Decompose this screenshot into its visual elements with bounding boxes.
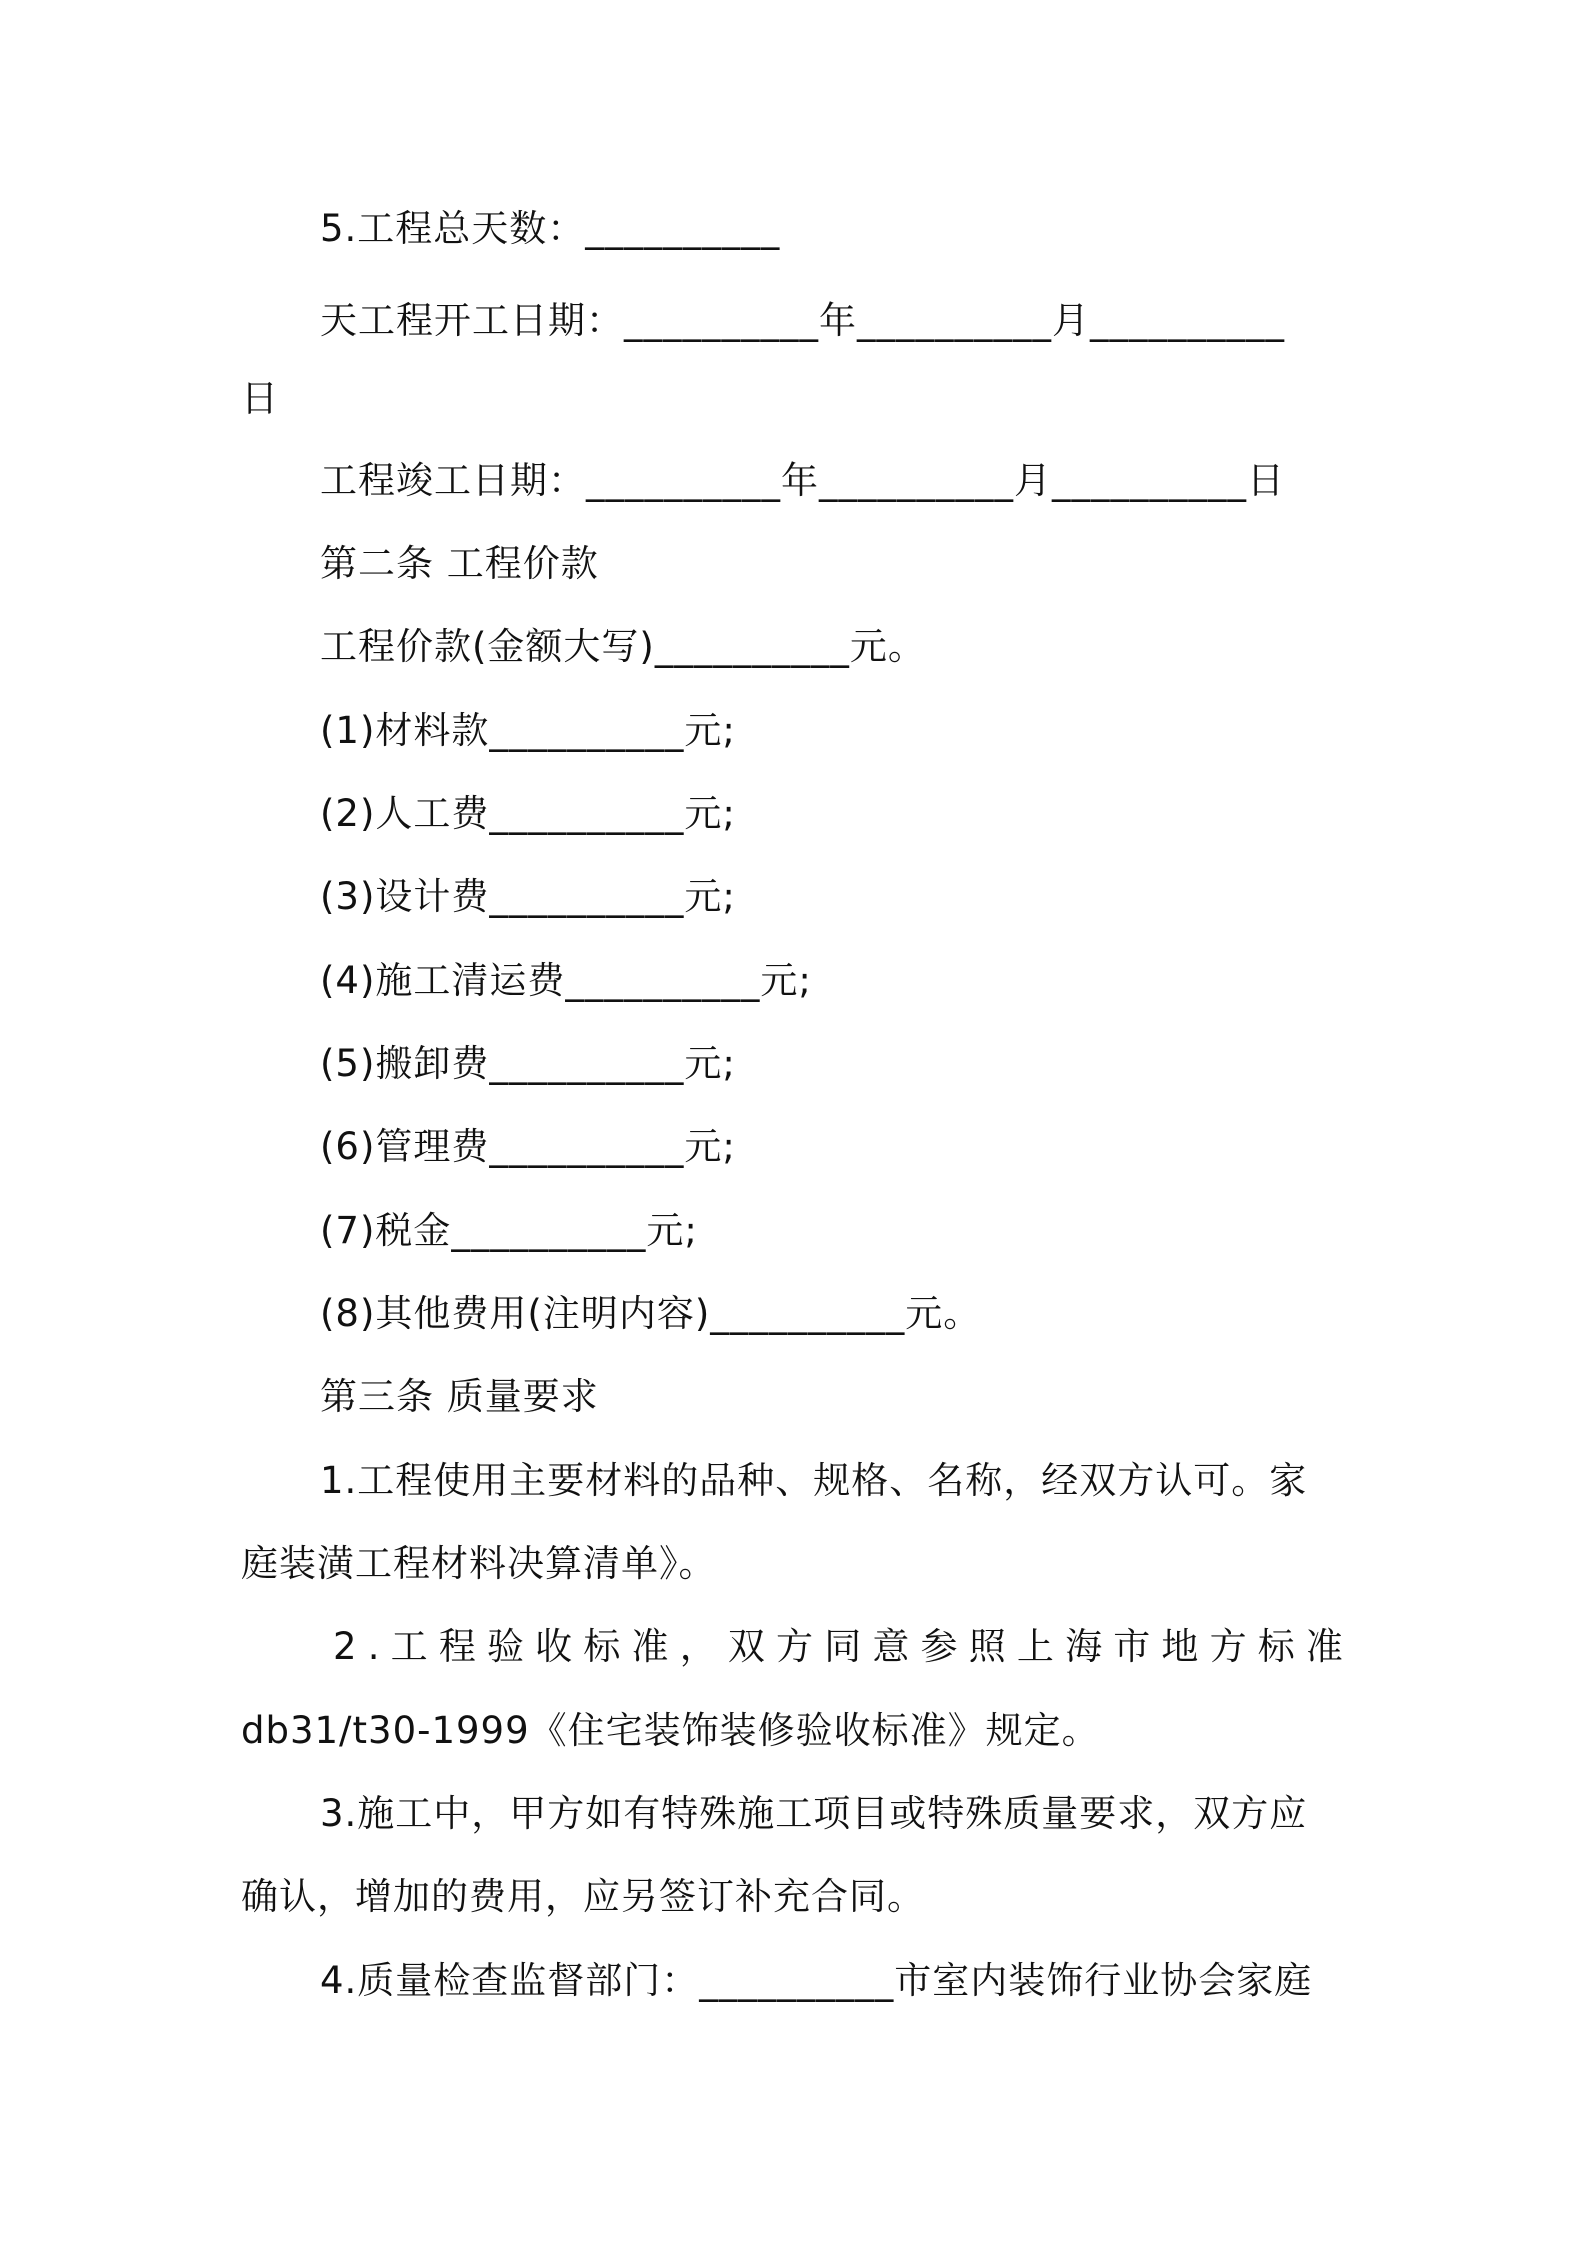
quality-clause-2-line-1: 2 . 工 程 验 收 标 准 ， 双 方 同 意 参 照 上 海 市 地 方 标 准 bbox=[333, 1625, 1343, 1668]
quality-clause-4-line-1: 4.质量检查监督部门：__________市室内装饰行业协会家庭 bbox=[320, 1959, 1313, 2002]
quality-clause-1-line-2: 庭装潢工程材料决算清单》。 bbox=[241, 1542, 717, 1585]
quality-clause-1-line-1: 1.工程使用主要材料的品种、规格、名称，经双方认可。家 bbox=[320, 1459, 1308, 1502]
price-item-moving: (5)搬卸费__________元; bbox=[320, 1042, 736, 1085]
start-date-continuation: 日 bbox=[241, 377, 279, 420]
price-item-materials: (1)材料款__________元; bbox=[320, 709, 736, 752]
price-item-design: (3)设计费__________元; bbox=[320, 875, 736, 918]
total-days-line: 5.工程总天数：__________ bbox=[320, 207, 781, 250]
start-date-line: 天工程开工日期：__________年__________月__________ bbox=[320, 299, 1285, 342]
price-item-other: (8)其他费用(注明内容)__________元。 bbox=[320, 1292, 982, 1335]
price-total-line: 工程价款(金额大写)__________元。 bbox=[320, 625, 926, 668]
quality-clause-2-line-2: db31/t30-1999《住宅装饰装修验收标准》规定。 bbox=[241, 1709, 1100, 1752]
article-3-heading: 第三条 质量要求 bbox=[320, 1375, 599, 1418]
article-2-heading: 第二条 工程价款 bbox=[320, 542, 599, 585]
quality-clause-3-line-1: 3.施工中，甲方如有特殊施工项目或特殊质量要求，双方应 bbox=[320, 1792, 1308, 1835]
price-item-management: (6)管理费__________元; bbox=[320, 1125, 736, 1168]
end-date-line: 工程竣工日期：__________年__________月__________日 bbox=[320, 459, 1285, 502]
price-item-labor: (2)人工费__________元; bbox=[320, 792, 736, 835]
quality-clause-3-line-2: 确认，增加的费用，应另签订补充合同。 bbox=[241, 1875, 925, 1918]
price-item-tax: (7)税金__________元; bbox=[320, 1209, 698, 1252]
price-item-cleanup: (4)施工清运费__________元; bbox=[320, 959, 812, 1002]
